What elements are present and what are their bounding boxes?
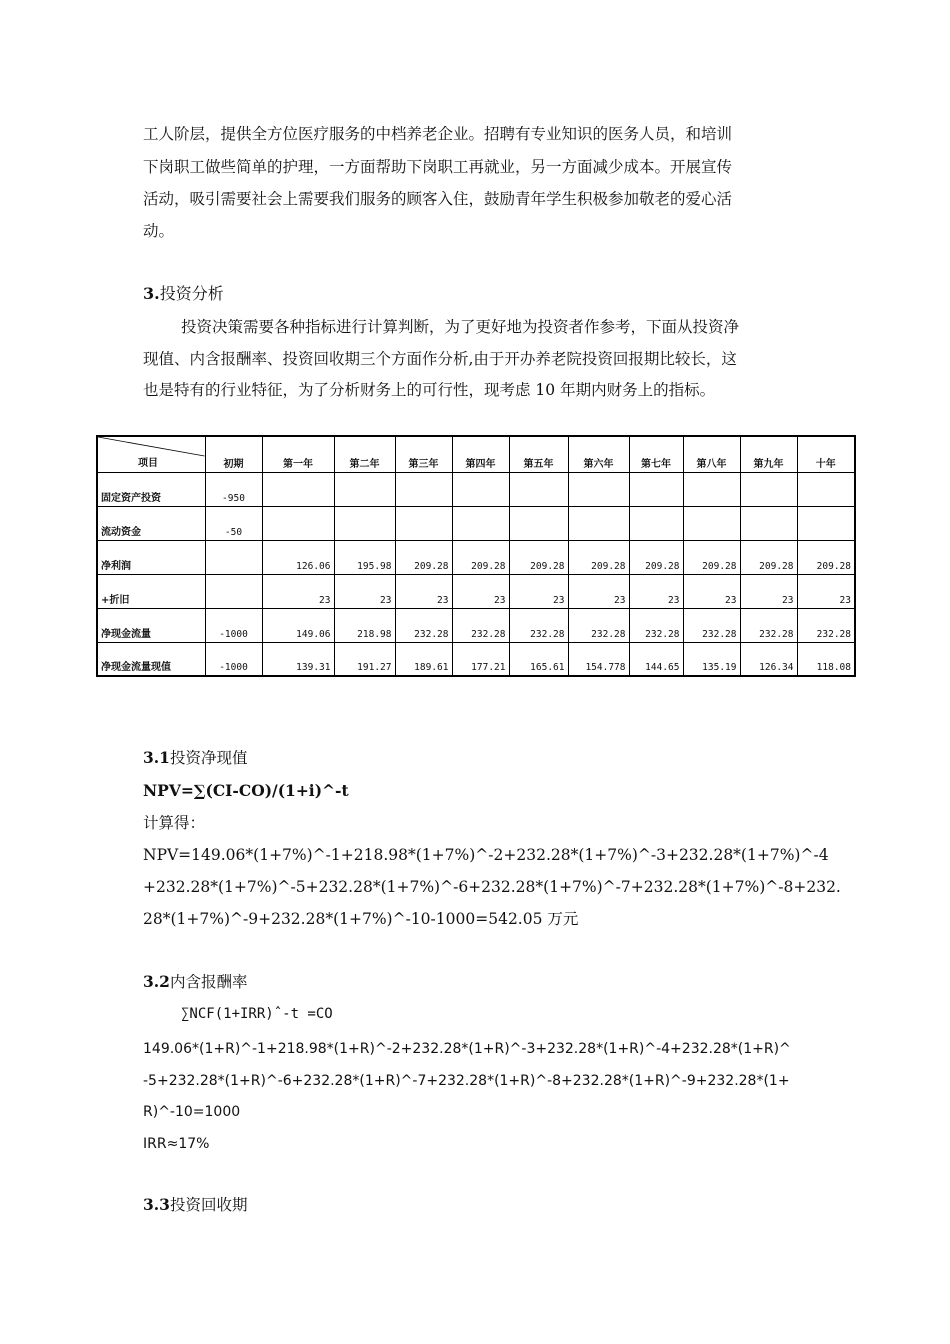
npv-formula: NPV=∑(CI-CO)/(1+i)^-t: [143, 781, 349, 800]
table-cell: [509, 472, 568, 506]
table-row: [97, 608, 855, 642]
table-cell: 23: [740, 574, 797, 608]
table-cell: 195.98: [334, 540, 395, 574]
intro-line-4: 动。: [143, 222, 175, 240]
table-cell: 23: [452, 574, 509, 608]
table-row-label: 净现金流量: [97, 608, 205, 642]
table-cell: 149.06: [262, 608, 334, 642]
table-cell: 232.28: [797, 608, 855, 642]
table-cell: [395, 472, 452, 506]
table-header-cell: 第三年: [395, 436, 452, 472]
section-3-heading: [143, 284, 224, 304]
table-cell: 165.61: [509, 642, 568, 676]
table-cell: [262, 472, 334, 506]
table-cell: [740, 506, 797, 540]
section-3-para-line-1: 投资决策需要各种指标进行计算判断，为了更好地为投资者作参考，下面从投资净: [181, 318, 740, 336]
table-cell: 232.28: [568, 608, 629, 642]
table-cell: 23: [629, 574, 683, 608]
table-cell: 23: [395, 574, 452, 608]
section-3-2-number: 3.2: [143, 972, 170, 991]
table-header-cell: 第二年: [334, 436, 395, 472]
table-cell: -1000: [205, 608, 262, 642]
table-cell: [452, 472, 509, 506]
table-row: [97, 642, 855, 676]
section-3-para-line-3: 也是特有的行业特征，为了分析财务上的可行性，现考虑 10 年期内财务上的指标。: [143, 381, 716, 399]
table-row-label: 流动资金: [97, 506, 205, 540]
table-cell: 209.28: [568, 540, 629, 574]
section-3-number: 3.: [143, 284, 160, 303]
table-cell: 23: [797, 574, 855, 608]
table-cell: [568, 472, 629, 506]
table-header-cell: 第九年: [740, 436, 797, 472]
table-cell: 232.28: [740, 608, 797, 642]
intro-line-3: 活动，吸引需要社会上需要我们服务的顾客入住，鼓励青年学生积极参加敬老的爱心活: [143, 190, 733, 208]
table-row-label: 净现金流量现值: [97, 642, 205, 676]
table-cell: 191.27: [334, 642, 395, 676]
table-cell: 232.28: [629, 608, 683, 642]
table-cell: 209.28: [740, 540, 797, 574]
table-cell: 209.28: [797, 540, 855, 574]
investment-table: [96, 435, 856, 677]
table-header-cell: 第七年: [629, 436, 683, 472]
npv-calc-line-1: NPV=149.06*(1+7%)^-1+218.98*(1+7%)^-2+232.28*(1+7%)^-3+232.28*(1+7%)^-4: [143, 846, 829, 864]
table-cell: 218.98: [334, 608, 395, 642]
table-header-cell: 初期: [205, 436, 262, 472]
table-cell: 232.28: [452, 608, 509, 642]
table-corner-label: 项目: [138, 457, 158, 469]
table-cell: 154.778: [568, 642, 629, 676]
table-cell: 209.28: [629, 540, 683, 574]
table-header-cell: 第一年: [262, 436, 334, 472]
table-cell: 232.28: [395, 608, 452, 642]
table-header-cell: 第八年: [683, 436, 740, 472]
section-3-1-heading: [143, 748, 247, 768]
table-cell: [205, 540, 262, 574]
intro-line-1: 工人阶层，提供全方位医疗服务的中档养老企业。招聘有专业知识的医务人员，和培训: [143, 125, 733, 143]
table-cell: 23: [334, 574, 395, 608]
section-3-2-heading: [143, 972, 247, 992]
npv-calc-line-2: +232.28*(1+7%)^-5+232.28*(1+7%)^-6+232.28*(1+7%)^-7+232.28*(1+7%)^-8+232.: [143, 878, 841, 896]
section-3-3-number: 3.3: [143, 1195, 170, 1214]
table-row: [97, 540, 855, 574]
table-cell: [797, 472, 855, 506]
table-cell: 144.65: [629, 642, 683, 676]
section-3-3-heading: [143, 1195, 247, 1215]
table-cell: [334, 472, 395, 506]
table-row: [97, 472, 855, 506]
table-corner-cell: [97, 436, 205, 472]
irr-calc-line-1: 149.06*(1+R)^-1+218.98*(1+R)^-2+232.28*(1+R)^-3+232.28*(1+R)^-4+232.28*(1+R)^: [143, 1041, 791, 1057]
table-cell: 135.19: [683, 642, 740, 676]
table-header-cell: 第六年: [568, 436, 629, 472]
table-cell: [509, 506, 568, 540]
table-cell: [395, 506, 452, 540]
table-cell: [334, 506, 395, 540]
table-cell: [797, 506, 855, 540]
section-3-para-line-2: 现值、内含报酬率、投资回收期三个方面作分析,由于开办养老院投资回报期比较长，这: [143, 350, 737, 368]
table-cell: 209.28: [395, 540, 452, 574]
table-cell: [205, 574, 262, 608]
table-row-label: 固定资产投资: [97, 472, 205, 506]
table-header-cell: 第五年: [509, 436, 568, 472]
irr-result: IRR≈17%: [143, 1136, 210, 1152]
table-cell: 23: [262, 574, 334, 608]
section-3-3-title: 投资回收期: [169, 1196, 248, 1214]
npv-calc-line-3: 28*(1+7%)^-9+232.28*(1+7%)^-10-1000=542.05 万元: [143, 910, 579, 928]
irr-calc-line-2: -5+232.28*(1+R)^-6+232.28*(1+R)^-7+232.28*(1+R)^-8+232.28*(1+R)^-9+232.28*(1+: [143, 1073, 790, 1089]
table-cell: 232.28: [509, 608, 568, 642]
npv-calc-label: 计算得：: [143, 814, 206, 832]
table-cell: [629, 472, 683, 506]
section-3-1-number: 3.1: [143, 748, 170, 767]
table-cell: [629, 506, 683, 540]
table-cell: -950: [205, 472, 262, 506]
table-cell: [452, 506, 509, 540]
table-cell: -50: [205, 506, 262, 540]
irr-formula: ∑NCF(1+IRR)ˆ-t =CO: [181, 1006, 333, 1022]
table-header-row: [97, 436, 855, 472]
table-cell: 139.31: [262, 642, 334, 676]
table-header-cell: 第四年: [452, 436, 509, 472]
table-cell: 209.28: [452, 540, 509, 574]
table-cell: [683, 506, 740, 540]
table-header-cell: 十年: [797, 436, 855, 472]
table-row-label: +折旧: [97, 574, 205, 608]
table-cell: 209.28: [683, 540, 740, 574]
table-cell: 126.06: [262, 540, 334, 574]
table-cell: 23: [683, 574, 740, 608]
table-cell: [568, 506, 629, 540]
table-cell: 189.61: [395, 642, 452, 676]
table-row: [97, 574, 855, 608]
intro-line-2: 下岗职工做些简单的护理，一方面帮助下岗职工再就业，另一方面减少成本。开展宣传: [143, 158, 733, 176]
table-cell: 23: [509, 574, 568, 608]
table-cell: 232.28: [683, 608, 740, 642]
section-3-2-title: 内含报酬率: [169, 973, 248, 991]
table-cell: 118.08: [797, 642, 855, 676]
table-cell: -1000: [205, 642, 262, 676]
table-cell: 23: [568, 574, 629, 608]
table-cell: [683, 472, 740, 506]
table-row-label: 净利润: [97, 540, 205, 574]
table-cell: [262, 506, 334, 540]
irr-calc-line-3: R)^-10=1000: [143, 1104, 241, 1120]
section-3-title: 投资分析: [159, 284, 224, 303]
table-cell: 126.34: [740, 642, 797, 676]
table-cell: 209.28: [509, 540, 568, 574]
section-3-1-title: 投资净现值: [169, 749, 248, 767]
table-row: [97, 506, 855, 540]
table-cell: 177.21: [452, 642, 509, 676]
table-cell: [740, 472, 797, 506]
